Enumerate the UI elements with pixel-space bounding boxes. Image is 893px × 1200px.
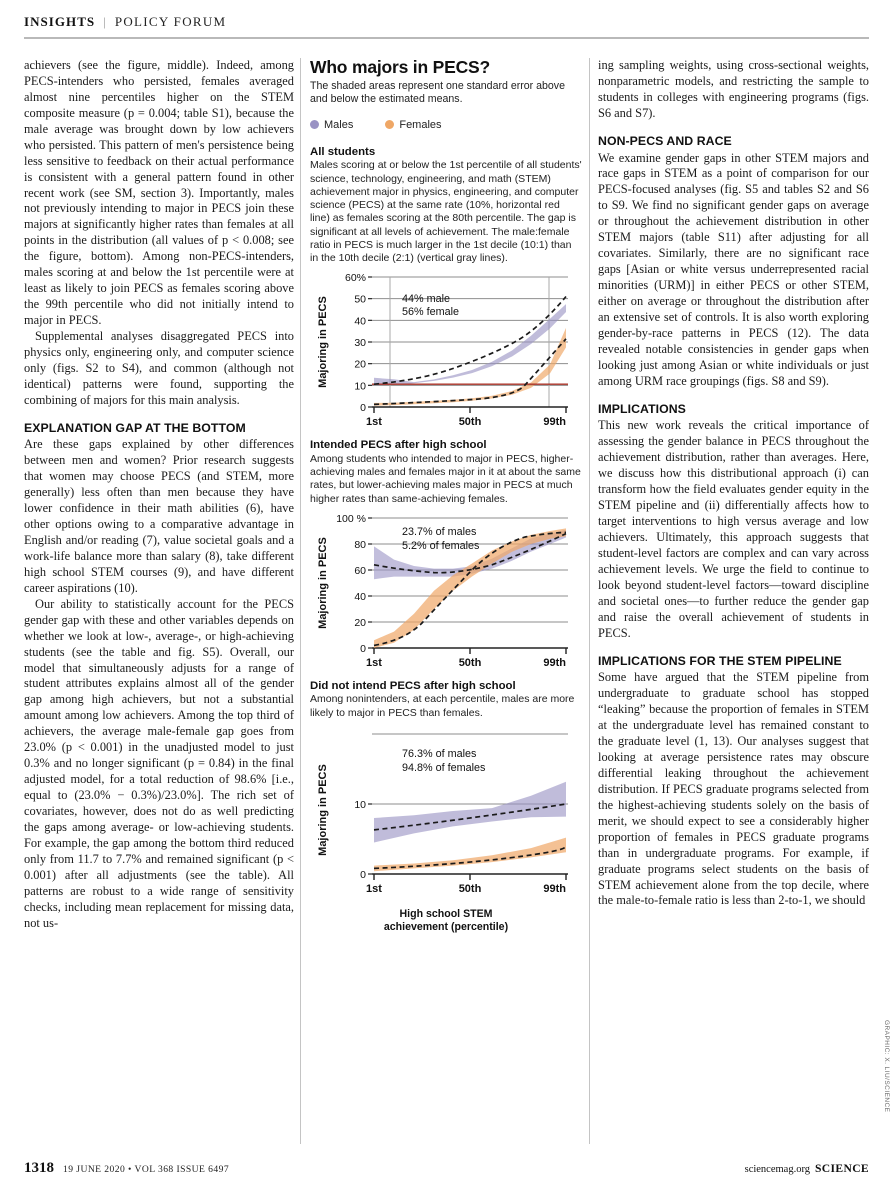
svg-text:1st: 1st: [366, 416, 382, 429]
panel-description: Among students who intended to major in PECS, higher-achieving males and females major in it at about the same rates, but lower-achieving males major in PECS at much higher rates than same-achieving females.: [310, 452, 581, 505]
section-heading-non-pecs-and-race: NON-PECS AND RACE: [598, 133, 732, 148]
legend-item-males: [310, 118, 353, 132]
legend-item-females: [385, 118, 441, 132]
figure-title: Who majors in PECS?: [310, 57, 490, 77]
svg-text:94.8% of females: 94.8% of females: [402, 761, 486, 774]
panel-description: Males scoring at or below the 1st percentile of all students' science, technology, engineering, and math (STEM) achievement major in physics, engineering, and computer science (PECS) at the same rate (10%, horizontal red line) as females scoring at the 80th percentile. The gap is significant at all levels of achievement. The male:female ratio in PECS is much larger in the 1st decile (10:1) than in the 10th decile (2:1) (vertical gray lines).: [310, 159, 582, 264]
svg-text:5.2% of females: 5.2% of females: [402, 539, 480, 552]
svg-text:0: 0: [360, 642, 366, 655]
figure-x-axis-caption: [310, 908, 582, 933]
chart-intended-pecs: [310, 508, 582, 673]
paragraph: Are these gaps explained by other differences between men and women? Prior research suggests that women may choose PECS (and STEM, more generally) less often than men because they have lower confidence in their math abilities (6), have other options owing to a comparative advantage in English and/or reading (7), value societal goals and a work-life balance more than salary (8), take different high school STEM courses (9), and have different career aspirations (10).: [24, 437, 294, 595]
figure-subtitle: The shaded areas represent one standard error above and below the estimated means.: [310, 79, 566, 106]
females-confidence-band: [374, 328, 566, 406]
legend-swatch-icon: [385, 120, 394, 129]
footer-site-url: sciencemag.org: [744, 1164, 811, 1175]
paragraph: achievers (see the figure, middle). Indeed, among PECS-intenders who persisted, females averaged almost nine percentiles higher on the STEM composite measure (p = 0.004; table S1), because the male average was brought down by low achievers who persisted. This pattern of men's persistence being less sensitive to feedback on their actual performance is consistent with a general pattern found in other recent work (see SM, section 3). Importantly, males not previously intending to major in PECS join these majors at significantly higher rates than females at all points in the distribution (all values of p < 0.008; see the figure, bottom). Among non-PECS-intenders, males scoring at and below the 1st percentile were at least as likely to join PECS as females scoring above the 99th percentile who did not initially intend to major in PECS.: [24, 58, 294, 327]
figure-panel-did-not-intend: [310, 679, 582, 720]
y-axis-title: Majoring in PECS: [317, 296, 329, 389]
svg-text:1st: 1st: [366, 882, 382, 895]
chart-svg-intended-pecs: [310, 508, 582, 673]
x-axis-tick-labels: [366, 657, 566, 669]
figure-panel-intended-pecs: [310, 438, 582, 506]
svg-text:44% male: 44% male: [402, 293, 451, 306]
issue-line: 19 JUNE 2020 • VOL 368 ISSUE 6497: [63, 1164, 230, 1175]
masthead-separator: |: [103, 14, 107, 29]
panel-annotation: [402, 748, 486, 774]
svg-text:10: 10: [354, 798, 366, 811]
right-text-column: [598, 58, 869, 909]
column-divider-left: [300, 58, 301, 1144]
figure-column: [310, 58, 582, 933]
panel-title: Intended PECS after high school: [310, 439, 487, 452]
panel-annotation: [402, 526, 480, 552]
svg-text:23.7% of males: 23.7% of males: [402, 525, 477, 538]
x-axis-ticks: [374, 407, 566, 413]
svg-text:60: 60: [354, 564, 366, 577]
y-axis-title: Majoring in PECS: [317, 764, 329, 856]
graphic-credit: GRAPHIC: X. LIU/SCIENCE: [883, 1020, 890, 1113]
panel-description: Among nonintenders, at each percentile, males are more likely to major in PECS than females.: [310, 693, 575, 719]
axis-caption-line-2: achievement (percentile): [383, 920, 509, 933]
svg-text:0: 0: [360, 402, 366, 415]
chart-svg-all-students: [310, 267, 582, 432]
svg-text:50: 50: [354, 293, 366, 306]
figure-legend: [310, 118, 582, 132]
paragraph: We examine gender gaps in other STEM majors and race gaps in STEM as a point of comparison for our PECS-focused analyses (fig. S5 and tables S2 and S6 to S9. We find no significant gender gaps on average or throughout the achievement distribution in other STEM majors (table S11) after adjusting for all covariates. Similarly, there are no significant race gaps [Asian or white versus underrepresented racial minorities (URM)] in either PECS or other STEM, either on average or throughout the distribution after an extensive set of controls. It is also worth exploring gender-by-race patterns in PECS (12). The data revealed notable consistencies in gender gaps when looking just among Asian or white individuals or just among URM race groupings (figs. S8 and S9).: [598, 150, 869, 388]
svg-text:76.3% of males: 76.3% of males: [402, 747, 477, 760]
x-axis-tick-labels: [366, 883, 566, 895]
paragraph: Our ability to statistically account for the PECS gender gap with these and other variables depends on whether we look at low-, average-, or high-achieving students (see the table and fig. S5). Overall, our model that simultaneously adjusts for a range of student attributes explains almost all of the gender gap among high achievers, but not a substantial amount among low achievers. Among the top third of achievers, the average male-female gap goes from 23.0% (p < 0.001) in the unadjusted model to just 0.3% and no longer significant (p = 0.84) in the final adjusted model, for a total reduction of 98.6% [i.e., equal to (23.0% − 0.3%)/23.0%]. The rich set of covariates, however, does not do as well predicting the gaps among average- or low-achieving students. For example, the gap among the bottom third reduced only from 11.7 to 7.7% and remained significant (p < 0.001) after all adjustments (see the table). All patterns are robust to a wide range of sensitivity checks, including mean replacement for missing data, not us-: [24, 596, 294, 930]
legend-swatch-icon: [310, 120, 319, 129]
figure-panel-all-students: [310, 145, 582, 265]
males-confidence-band: [374, 782, 566, 843]
x-axis-ticks: [374, 648, 566, 654]
masthead-section: POLICY FORUM: [114, 14, 227, 29]
legend-label-females: Females: [399, 118, 442, 131]
svg-text:99th: 99th: [543, 656, 566, 669]
paragraph: Some have argued that the STEM pipeline from undergraduate to graduate school has stopped “leaking” because the proportion of females in STEM at the undergraduate level has remained constant to the graduate level (1, 13). Our analyses suggest that looking at average persistence rates may obscure differential leaking throughout the achievement distribution. If PECS graduate programs selected from the highest-achieving students solely on the basis of merit, we should expect to see a considerably higher proportion of females in PECS graduate programs than in undergraduate programs. For example, if graduate programs select students on the basis of STEM achievement alone from the top decile, where the male-to-female ratio is less than 2-to-1, we should: [598, 670, 869, 908]
legend-label-males: Males: [324, 118, 354, 131]
panel-title: Did not intend PECS after high school: [310, 679, 516, 692]
left-text-column: [24, 58, 294, 931]
chart-all-students: [310, 267, 582, 432]
svg-text:50th: 50th: [458, 416, 482, 429]
paragraph: Supplemental analyses disaggregated PECS into physics only, engineering only, and computer science only (figs. S2 to S4), and common (although not identical) patterns were found, supporting the combining of majors for this main analysis.: [24, 328, 294, 407]
masthead-row: [24, 14, 869, 30]
y-axis-ticks: [368, 518, 372, 648]
svg-text:0: 0: [360, 868, 366, 881]
svg-text:100 %: 100 %: [336, 512, 366, 525]
y-axis-ticks: [368, 277, 372, 407]
masthead-divider: [24, 37, 869, 39]
svg-text:10: 10: [354, 380, 366, 393]
footer-brand: [745, 1162, 869, 1175]
y-axis-tick-labels: [336, 513, 366, 655]
svg-text:80: 80: [354, 538, 366, 551]
svg-text:50th: 50th: [458, 656, 482, 669]
chart-svg-did-not-intend: [310, 722, 582, 902]
svg-text:1st: 1st: [366, 656, 382, 669]
svg-text:50th: 50th: [458, 882, 482, 895]
y-axis-title: Majoring in PECS: [317, 536, 329, 629]
svg-text:30: 30: [354, 337, 366, 350]
svg-text:60%: 60%: [344, 272, 366, 285]
panel-annotation: [402, 293, 459, 318]
panel-title: All students: [310, 145, 376, 158]
page-footer: [24, 1160, 869, 1177]
section-heading-explanation-gap: EXPLANATION GAP AT THE BOTTOM: [24, 420, 246, 435]
section-heading-implications: IMPLICATIONS: [598, 401, 686, 416]
paragraph: This new work reveals the critical importance of assessing the gender balance in PECS throughout the achievement distribution, rather than averages. Here, we discuss how this distributional approach (i) can transform how the field evaluates gender equity in the STEM pipeline and (ii) differentially affects how to target interventions to high versus average and low achievers. Ultimately, this approach suggests that student-level factors are complex and can vary across achievement levels. We urge the field to continue to look beyond student-level factors—toward discipline and societal ones—to further reduce the gender gap and raise the overall achievement of students in PECS.: [598, 418, 869, 640]
y-axis-ticks: [368, 804, 372, 874]
paragraph: ing sampling weights, using cross-sectional weights, nonparametric models, and restricting the sample to students in colleges with engineering programs (figs. S6 and S7).: [598, 58, 869, 120]
footer-brand-name: SCIENCE: [815, 1162, 869, 1175]
column-divider-right: [589, 58, 590, 1144]
section-heading-implications-stem-pipeline: IMPLICATIONS FOR THE STEM PIPELINE: [598, 653, 842, 668]
masthead: [24, 14, 869, 30]
y-axis-tick-labels: [354, 799, 366, 881]
x-axis-ticks: [374, 874, 566, 880]
y-axis-tick-labels: [345, 272, 366, 414]
svg-text:40: 40: [354, 590, 366, 603]
x-axis-tick-labels: [366, 416, 566, 428]
svg-text:40: 40: [354, 315, 366, 328]
svg-text:20: 20: [354, 616, 366, 629]
svg-text:20: 20: [354, 358, 366, 371]
masthead-insights: INSIGHTS: [24, 14, 96, 29]
svg-text:56% female: 56% female: [402, 306, 460, 319]
svg-text:99th: 99th: [543, 882, 566, 895]
chart-did-not-intend: [310, 722, 582, 902]
svg-text:99th: 99th: [543, 416, 566, 429]
page-number: 1318: [24, 1160, 54, 1176]
axis-caption-line-1: High school STEM: [399, 907, 493, 920]
